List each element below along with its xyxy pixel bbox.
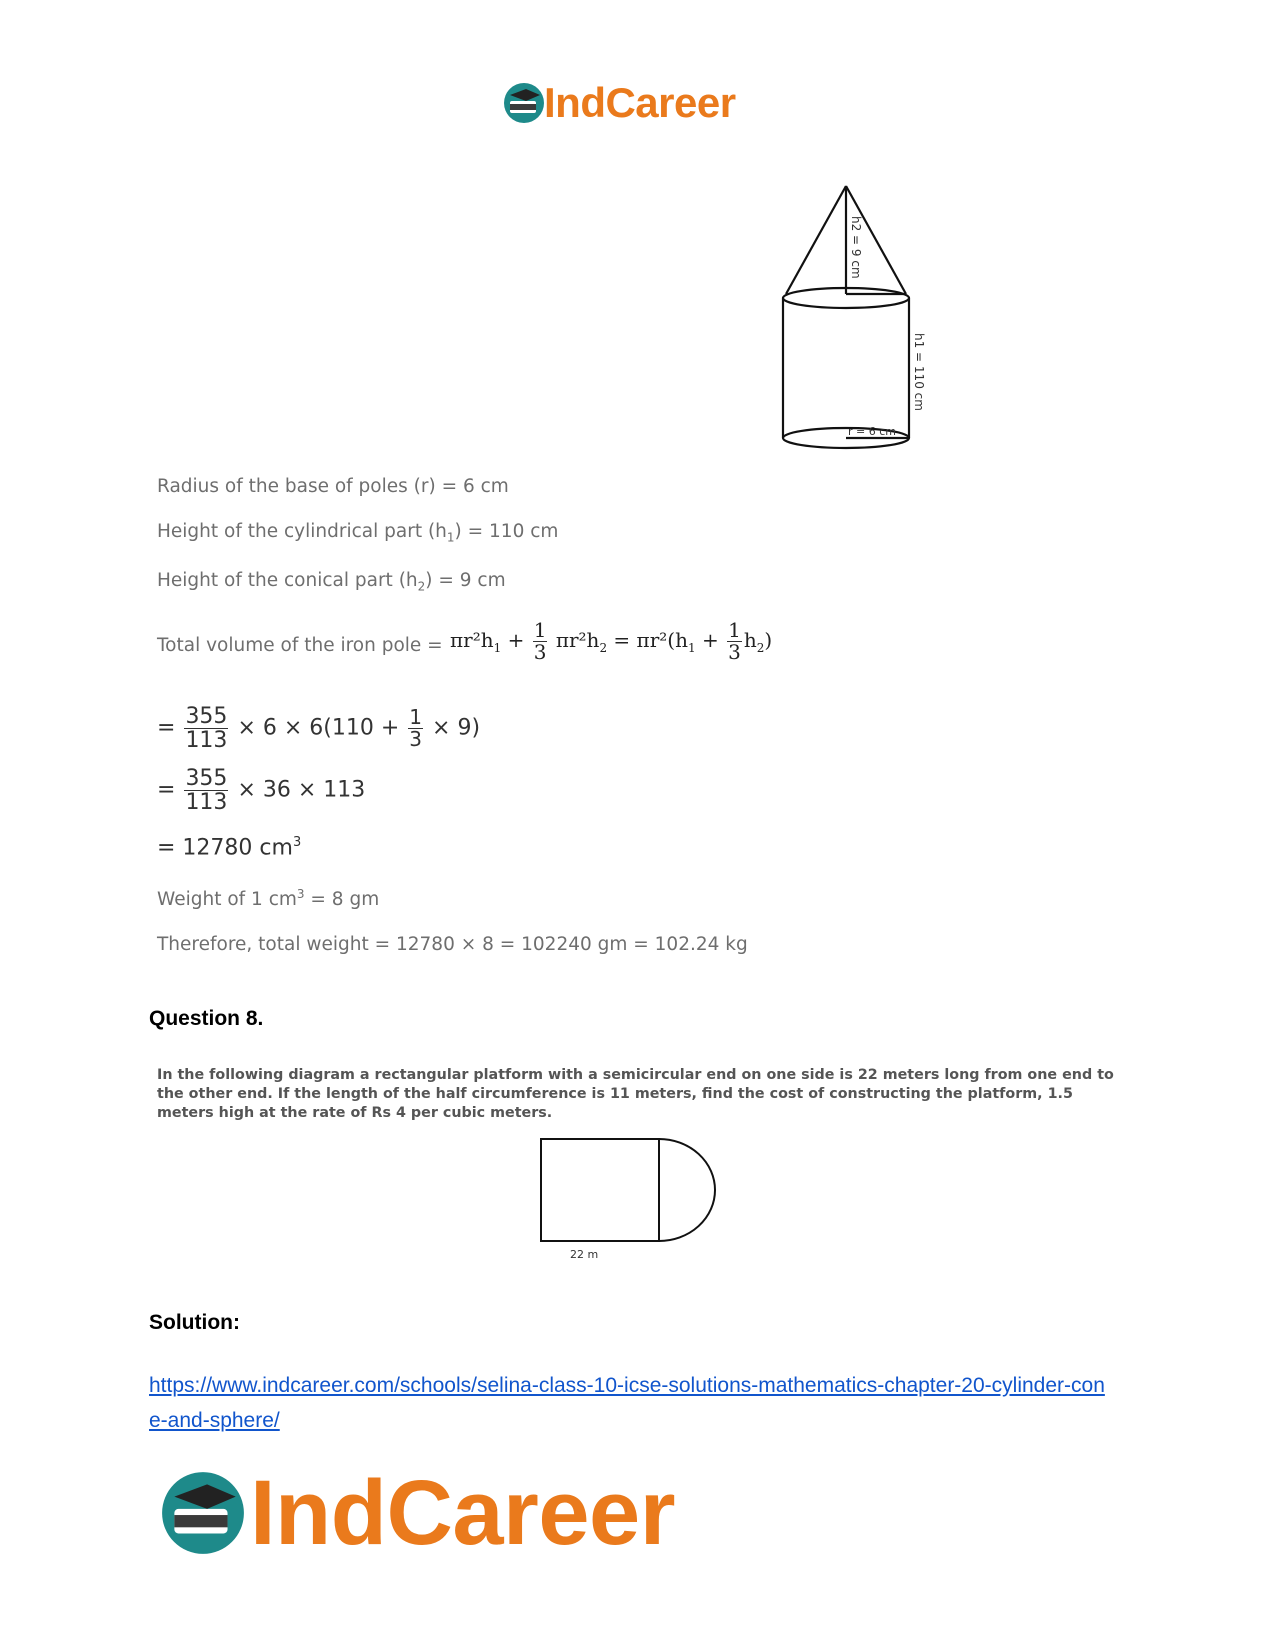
h1-label: h1 = 110 cm	[912, 333, 926, 411]
logo-wordmark: IndCareer	[544, 79, 736, 126]
therefore-line: Therefore, total weight = 12780 × 8 = 102240 gm = 102.24 kg	[157, 934, 748, 955]
calc-step-2: = $\frac{355}{113}$ × 36 × 113	[157, 766, 366, 816]
platform-length-label: 22 m	[570, 1248, 599, 1260]
logo-wordmark: IndCareer	[250, 1462, 675, 1564]
total-volume-line	[157, 635, 443, 656]
radius-label: r = 6 cm	[848, 425, 896, 438]
cone-cylinder-figure	[760, 180, 940, 455]
question-heading: Question 8.	[149, 1007, 264, 1030]
platform-figure	[535, 1135, 735, 1260]
radius-line: Radius of the base of poles (r) = 6 cm	[157, 476, 509, 497]
cone-height-line: Height of the conical part $(h_2) = 9$ cm	[157, 570, 506, 594]
solution-heading: Solution:	[149, 1311, 240, 1334]
weight-line: Weight of 1 $cm^3 = 8$ gm	[157, 887, 380, 911]
indcareer-logo-top	[502, 78, 772, 128]
question-text: In the following diagram a rectangular platform with a semicircular end on one side is 22 meters long from one end to the other end. If the length of the half circumference is 11 meters, find the cost of constructing the platform, 1.5 meters high at the rate of Rs 4 per cubic meters.	[157, 1067, 1114, 1121]
volume-formula: $\pi r^2h_1$ + $\frac{1}{3}$ $\pi r^2h_2 = \pi r^2(h_1$ + $\frac{1}{3}$ $h_2$)	[450, 618, 773, 664]
cylinder-height-line: Height of the cylindrical part $(h_1) = 110$ cm	[157, 521, 559, 545]
total-volume-label: Total volume of the iron pole =	[157, 635, 443, 656]
indcareer-logo-bottom	[158, 1462, 698, 1562]
calc-step-3: = 12780 $cm^3$	[157, 835, 302, 861]
graduation-book-icon	[158, 1468, 248, 1558]
calc-step-1: = $\frac{355}{113}$ × 6 × 6(110 + $\frac{1}{3}$ × 9)	[157, 704, 481, 754]
graduation-book-icon	[502, 81, 546, 125]
solution-link[interactable]: https://www.indcareer.com/schools/selina-class-10-icse-solutions-mathematics-chapter-20-cylinder-cone-and-sphere/	[149, 1374, 1105, 1432]
h2-label: h2 = 9 cm	[849, 216, 863, 279]
